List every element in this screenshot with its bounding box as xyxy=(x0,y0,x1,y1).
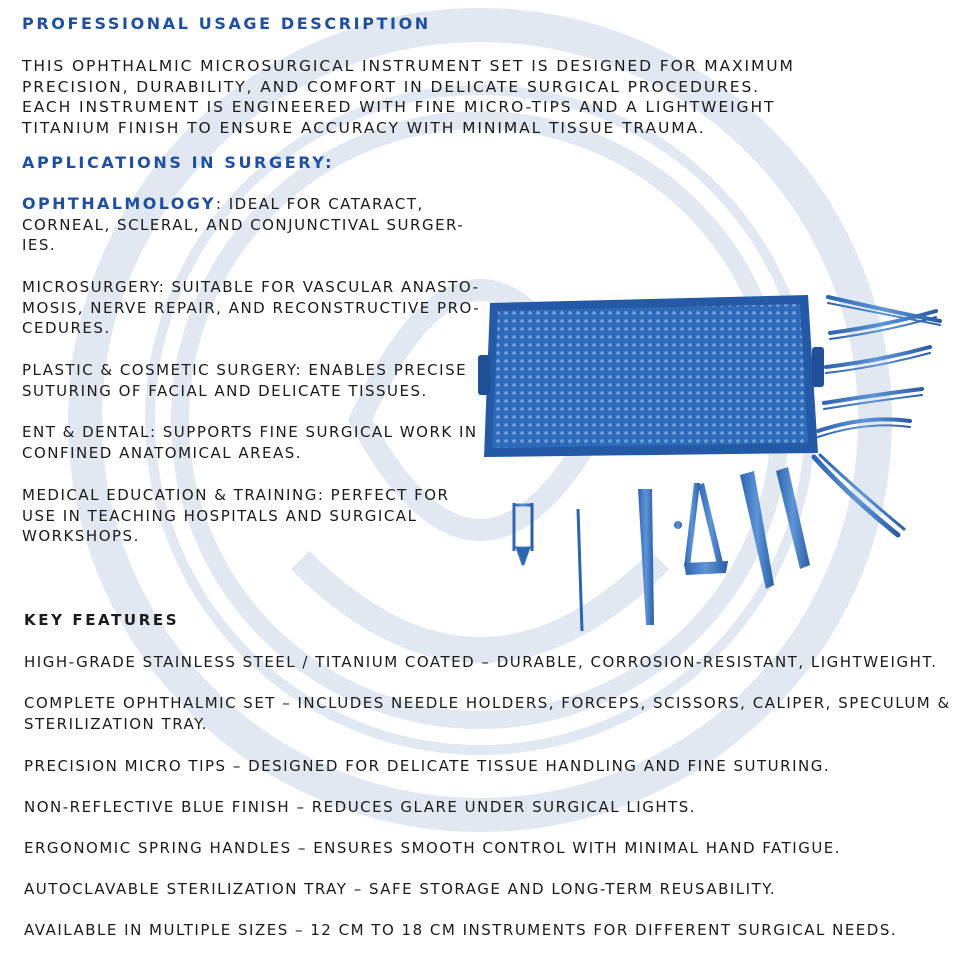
usage-line: PRECISION, DURABILITY, AND COMFORT IN DELICATE SURGICAL PROCEDURES. xyxy=(22,77,761,96)
feature-item: AVAILABLE IN MULTIPLE SIZES – 12 CM TO 18 CM INSTRUMENTS FOR DIFFERENT SURGICAL NEEDS. xyxy=(24,921,898,939)
feature-item: PRECISION MICRO TIPS – DESIGNED FOR DELICATE TISSUE HANDLING AND FINE SUTURING. xyxy=(24,757,831,775)
application-education: MEDICAL EDUCATION & TRAINING: PERFECT FOR USE IN TEACHING HOSPITALS AND SURGICAL WORKSHOPS. xyxy=(22,486,450,545)
key-features-heading: KEY FEATURES xyxy=(24,611,180,629)
usage-line: TITANIUM FINISH TO ENSURE ACCURACY WITH MINIMAL TISSUE TRAUMA. xyxy=(22,118,706,137)
forceps-icon xyxy=(740,471,774,589)
applications-heading: APPLICATIONS IN SURGERY: xyxy=(22,153,335,172)
feature-item: COMPLETE OPHTHALMIC SET – INCLUDES NEEDLE HOLDERS, FORCEPS, SCISSORS, CALIPER, SPECULUM & STERILIZATION TRAY. xyxy=(24,694,951,733)
needle-holder-icon xyxy=(776,467,810,569)
speculum-icon xyxy=(514,503,532,601)
feature-item: NON-REFLECTIVE BLUE FINISH – REDUCES GLARE UNDER SURGICAL LIGHTS. xyxy=(24,798,697,816)
feature-item: ERGONOMIC SPRING HANDLES – ENSURES SMOOTH CONTROL WITH MINIMAL HAND FATIGUE. xyxy=(24,839,842,857)
feature-item: HIGH-GRADE STAINLESS STEEL / TITANIUM COATED – DURABLE, CORROSION-RESISTANT, LIGHTWEIGHT. xyxy=(24,653,938,671)
application-plastic-surgery: PLASTIC & COSMETIC SURGERY: ENABLES PRECISE SUTURING OF FACIAL AND DELICATE TISSUES. xyxy=(22,361,468,400)
application-microsurgery: MICROSURGERY: SUITABLE FOR VASCULAR ANASTO- MOSIS, NERVE REPAIR, AND RECONSTRUCTIVE PRO- CEDURES. xyxy=(22,278,481,337)
scissors-icon xyxy=(814,297,940,535)
ophthalmology-label: OPHTHALMOLOGY xyxy=(22,194,216,213)
usage-heading: PROFESSIONAL USAGE DESCRIPTION xyxy=(22,14,431,33)
feature-item: AUTOCLAVABLE STERILIZATION TRAY – SAFE STORAGE AND LONG-TERM REUSABILITY. xyxy=(24,880,777,898)
usage-description xyxy=(22,56,952,138)
application-ent-dental: ENT & DENTAL: SUPPORTS FINE SURGICAL WORK IN CONFINED ANATOMICAL AREAS. xyxy=(22,423,478,462)
usage-line: EACH INSTRUMENT IS ENGINEERED WITH FINE MICRO-TIPS AND A LIGHTWEIGHT xyxy=(22,98,776,116)
caliper-icon xyxy=(674,483,728,575)
sterilization-tray-icon xyxy=(478,295,824,457)
usage-line: THIS OPHTHALMIC MICROSURGICAL INSTRUMENT SET IS DESIGNED FOR MAXIMUM xyxy=(22,57,795,75)
needle-icon xyxy=(578,509,582,631)
instrument-set-image xyxy=(478,285,960,635)
forceps-icon xyxy=(638,489,654,625)
application-ophthalmology: OPHTHALMOLOGY: IDEAL FOR CATARACT, CORNEAL, SCLERAL, AND CONJUNCTIVAL SURGER- IES. xyxy=(22,194,465,254)
